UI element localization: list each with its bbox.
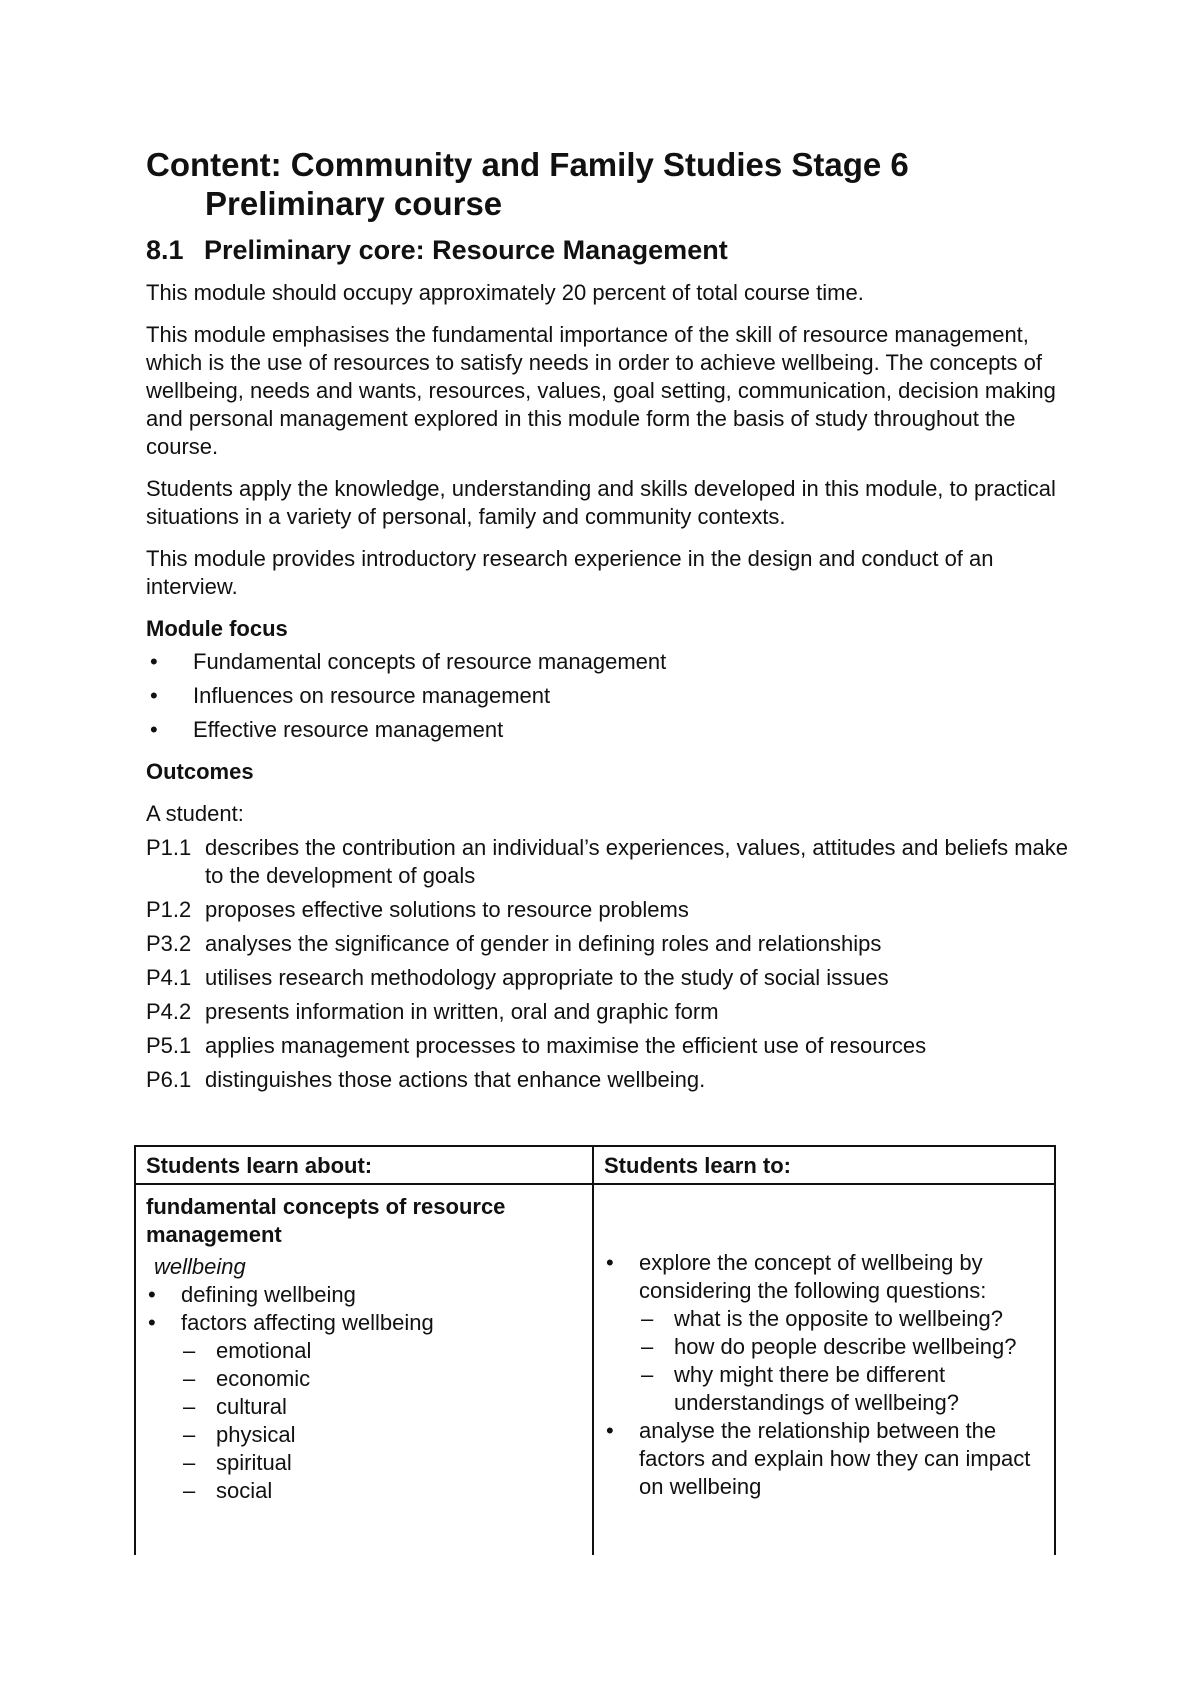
table-header-row — [135, 1146, 1055, 1184]
outcome-text: proposes effective solutions to resource problems — [205, 897, 689, 922]
document-content — [146, 145, 1076, 1094]
cell-spacer — [604, 1193, 1044, 1249]
list-item-text: Effective resource management — [193, 717, 504, 742]
sublist-item — [181, 1365, 582, 1393]
sublist-item-text: social — [216, 1478, 273, 1503]
sublist-item-text: physical — [216, 1422, 296, 1447]
list-item — [146, 716, 1076, 744]
sublist-item-text: why might there be different understandings of wellbeing? — [674, 1362, 959, 1415]
list-item-text: analyse the relationship between the factors and explain how they can impact on wellbeing — [639, 1418, 1031, 1499]
header-learn-about: Students learn about: — [135, 1146, 593, 1184]
outcome-text: analyses the significance of gender in defining roles and relationships — [205, 931, 882, 956]
outcome-code: P1.1 — [146, 835, 192, 860]
page-title-line1: Content: Community and Family Studies Stage 6 — [146, 146, 909, 183]
bullet-icon: • — [606, 1250, 614, 1275]
dash-icon: – — [641, 1306, 654, 1331]
outcome-item — [146, 964, 1076, 992]
outcome-text: distinguishes those actions that enhance wellbeing. — [205, 1067, 706, 1092]
outcome-code: P4.2 — [146, 999, 192, 1024]
outcome-item — [146, 834, 1076, 890]
cell-subheading: wellbeing — [154, 1254, 246, 1279]
dash-icon: – — [183, 1478, 196, 1503]
sublist-item — [639, 1305, 1044, 1333]
page-title — [146, 145, 1076, 223]
list-item-text: defining wellbeing — [181, 1282, 356, 1307]
outcome-code: P3.2 — [146, 931, 192, 956]
learning-table — [134, 1145, 1056, 1555]
dash-icon: – — [641, 1334, 654, 1359]
outcome-code: P5.1 — [146, 1033, 192, 1058]
dash-icon: – — [183, 1366, 196, 1391]
bullet-icon: • — [150, 717, 158, 742]
paragraph-research: This module provides introductory research experience in the design and conduct of an interview. — [146, 546, 994, 599]
list-item — [604, 1249, 1044, 1417]
outcome-code: P4.1 — [146, 965, 192, 990]
outcome-item — [146, 930, 1076, 958]
sublist-item — [181, 1421, 582, 1449]
outcome-code: P1.2 — [146, 897, 192, 922]
question-sublist — [639, 1305, 1044, 1417]
paragraph-time: This module should occupy approximately 20 percent of total course time. — [146, 280, 864, 305]
outcomes-heading: Outcomes — [146, 759, 254, 784]
sublist-item-text: emotional — [216, 1338, 312, 1363]
dash-icon: – — [641, 1362, 654, 1387]
sublist-item — [181, 1477, 582, 1505]
sublist-item-text: what is the opposite to wellbeing? — [674, 1306, 1003, 1331]
paragraph-emphasis: This module emphasises the fundamental importance of the skill of resource management, which is the use of resources to satisfy needs in order to achieve wellbeing. The concepts of wellbeing, needs and wants, resources, values, goal setting, communication, decision making and personal management explored in this module form the basis of study throughout the course. — [146, 322, 1056, 459]
sublist-item-text: economic — [216, 1366, 311, 1391]
learn-to-cell — [593, 1184, 1055, 1555]
paragraph-application: Students apply the knowledge, understanding and skills developed in this module, to practical situations in a variety of personal, family and community contexts. — [146, 476, 1056, 529]
outcome-item — [146, 998, 1076, 1026]
learn-about-cell — [135, 1184, 593, 1555]
outcome-code: P6.1 — [146, 1067, 192, 1092]
learn-about-list — [146, 1281, 582, 1505]
dash-icon: – — [183, 1394, 196, 1419]
list-item-text: Fundamental concepts of resource management — [193, 649, 667, 674]
list-item-text: factors affecting wellbeing — [181, 1310, 434, 1335]
page-title-line2: Preliminary course — [205, 185, 503, 222]
module-focus-list — [146, 648, 1076, 744]
bullet-icon: • — [148, 1282, 156, 1307]
sublist-item — [639, 1333, 1044, 1361]
bullet-icon: • — [606, 1418, 614, 1443]
bullet-icon: • — [148, 1310, 156, 1335]
sublist-item — [181, 1337, 582, 1365]
outcome-item — [146, 896, 1076, 924]
module-focus-heading: Module focus — [146, 616, 288, 641]
outcome-text: applies management processes to maximise the efficient use of resources — [205, 1033, 927, 1058]
section-number: 8.1 — [146, 235, 184, 265]
list-item-text: Influences on resource management — [193, 683, 551, 708]
dash-icon: – — [183, 1338, 196, 1363]
outcome-item — [146, 1032, 1076, 1060]
list-item-text: explore the concept of wellbeing by considering the following questions: — [639, 1250, 987, 1303]
learn-to-list — [604, 1249, 1044, 1501]
outcome-text: describes the contribution an individual’s experiences, values, attitudes and beliefs make to the development of goals — [205, 835, 1068, 888]
list-item — [146, 1309, 582, 1505]
list-item — [146, 682, 1076, 710]
outcome-item — [146, 1066, 1076, 1094]
dash-icon: – — [183, 1450, 196, 1475]
cell-heading: fundamental concepts of resource management — [146, 1194, 506, 1247]
sublist-item — [639, 1361, 1044, 1417]
sublist-item-text: how do people describe wellbeing? — [674, 1334, 1017, 1359]
outcome-text: presents information in written, oral and graphic form — [205, 999, 719, 1024]
bullet-icon: • — [150, 683, 158, 708]
list-item — [146, 648, 1076, 676]
bullet-icon: • — [150, 649, 158, 674]
section-heading — [146, 233, 1076, 267]
factor-sublist — [181, 1337, 582, 1505]
section-title: Preliminary core: Resource Management — [204, 235, 728, 265]
sublist-item-text: cultural — [216, 1394, 287, 1419]
dash-icon: – — [183, 1422, 196, 1447]
outcome-text: utilises research methodology appropriate to the study of social issues — [205, 965, 889, 990]
sublist-item-text: spiritual — [216, 1450, 292, 1475]
outcomes-intro: A student: — [146, 801, 244, 826]
list-item — [146, 1281, 582, 1309]
sublist-item — [181, 1449, 582, 1477]
list-item — [604, 1417, 1044, 1501]
sublist-item — [181, 1393, 582, 1421]
header-learn-to: Students learn to: — [593, 1146, 1055, 1184]
table-row — [135, 1184, 1055, 1555]
